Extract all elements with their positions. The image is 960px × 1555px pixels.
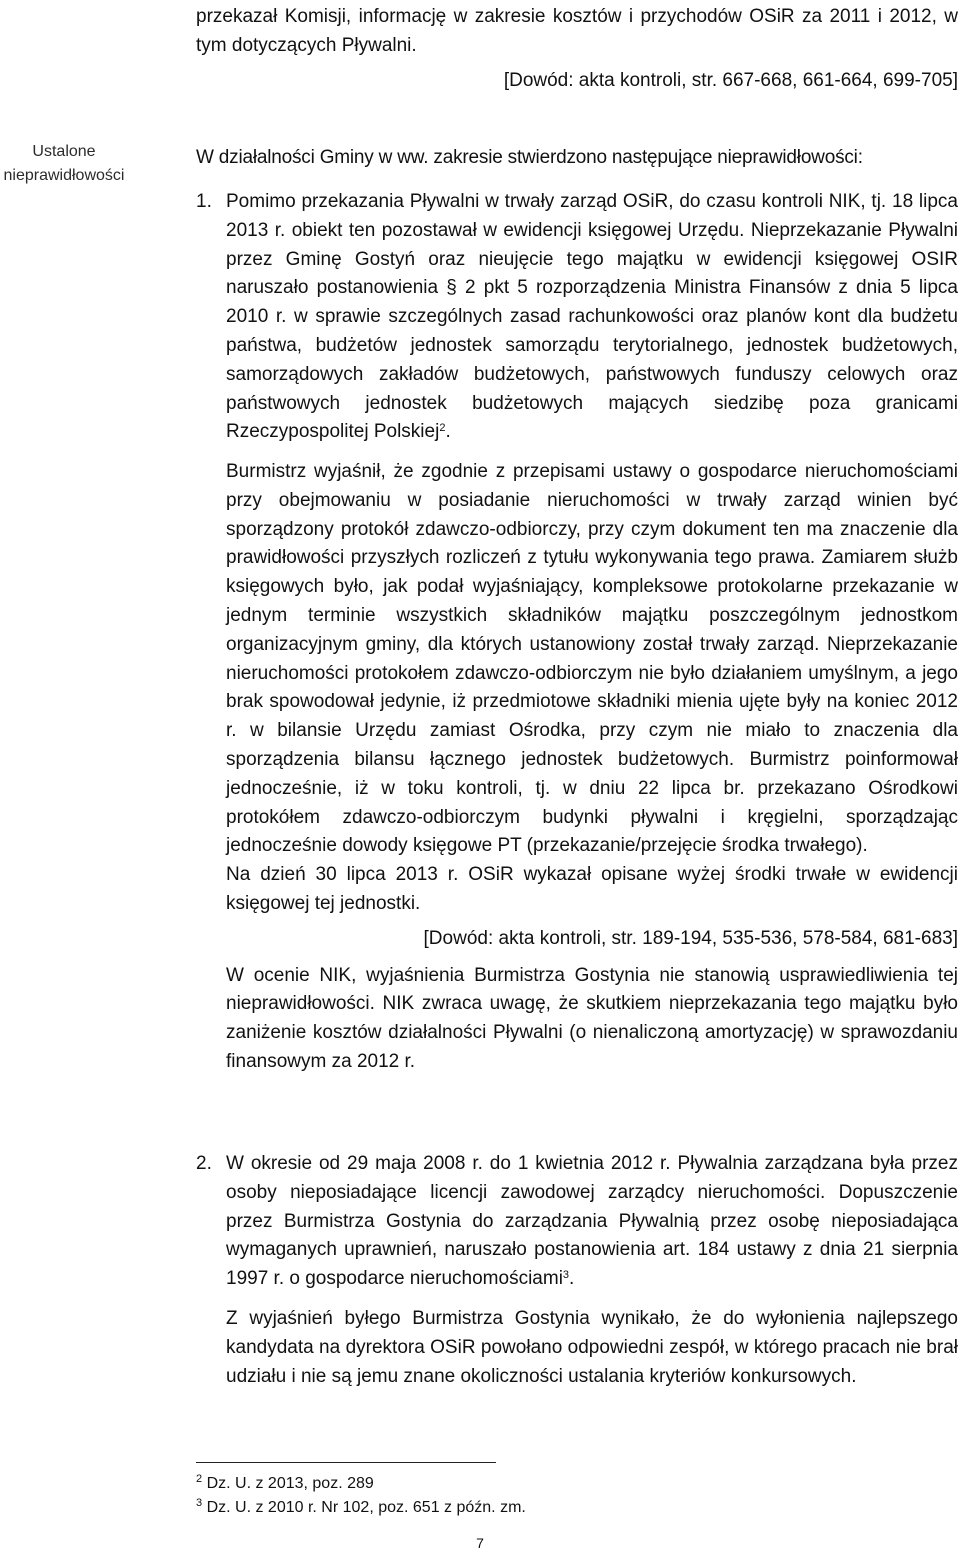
- item-2-tail: .: [569, 1268, 575, 1290]
- top-paragraph: przekazał Komisji, informację w zakresie kosztów i przychodów OSiR za 2011 i 2012, w tym dotyczących Pływalni.: [196, 6, 958, 56]
- item-1-part-b: Nieprzekazanie Pływalni przez Gminę Gostyń oraz nieujęcie tego majątku w ewidencji księgowej OSIR naruszało postanowienia § 2 pkt 5 rozporządzenia Ministra Finansów z dnia 5 lipca 2010 r. w sprawie szczególnych zasad rachunkowości oraz planów kont dla budżetu państwa, budżetów jednostek samorządu terytorialnego, jednostek budżetowych, samorządowych zakładów budżetowych, państwowych funduszy celowych oraz państwowych jednostek budżetowych mających siedzibę poza granicami Rzeczypospolitej Polskiej: [226, 219, 958, 443]
- item-1-evidence: [Dowód: akta kontroli, str. 189-194, 535-536, 578-584, 681-683]: [423, 927, 958, 949]
- item-1: [196, 188, 958, 447]
- item-2-number: 2.: [196, 1153, 212, 1174]
- item-1-para3: Na dzień 30 lipca 2013 r. OSiR wykazał opisane wyżej środki trwałe w ewidencji księgowej tej jednostki.: [226, 864, 958, 914]
- footnote-divider: [196, 1462, 496, 1463]
- footnote-ref-3[interactable]: 3: [562, 1269, 570, 1282]
- item-2: [196, 1150, 958, 1391]
- intro-paragraph: W działalności Gminy w ww. zakresie stwierdzono następujące nieprawidłowości:: [196, 147, 863, 168]
- footnote-ref-2[interactable]: 2: [439, 422, 446, 435]
- item-1-part-a: Pomimo przekazania Pływalni w trwały zarząd OSiR, do czasu kontroli NIK, tj. 18 lipca 2013 r. obiekt ten pozostawał w ewidencji księgowej Urzędu.: [226, 191, 958, 241]
- item-1-para2: Burmistrz wyjaśnił, że zgodnie z przepisami ustawy o gospodarce nieruchomościami przy obejmowaniu w posiadanie nieruchomości w trwały zarząd winien być sporządzony protokół zdawczo-odbiorczy, przy czym dokument ten ma znaczenie dla prawidłowości przyszłych rozliczeń z tytułu wykonywania tego prawa. Zamiarem służb księgowych było, jak podał wyjaśniający, kompleksowe protokolarne przekazanie w jednym terminie wszystkich składników majątku poszczególnym jednostkom organizacyjnym gminy, dla których ustanowiony został trwały zarząd. Nieprzekazanie nieruchomości protokołem zdawczo-odbiorczym nie było działaniem umyślnym, a jego brak spowodował jedynie, iż przedmiotowe składniki mienia ujęte były na koniec 2012 r. w bilansie Urzędu zamiast Ośrodka, przy czym nie miało to znaczenia dla sporządzenia bilansu łącznego jednostek budżetowych. Burmistrz poinformował jednocześnie, iż w toku kontroli, tj. w dniu 22 lipca br. przekazano Ośrodkowi protokółem zdawczo-odbiorczym budynki pływalni i kręgielni, sporządzając jednocześnie dowody księgowe PT (przekazanie/przejęcie środka trwałego).: [226, 461, 958, 857]
- item-1-para2-wrap: [196, 458, 958, 1077]
- footnote-2-text: Dz. U. z 2013, poz. 289: [206, 1475, 374, 1492]
- item-1-number: 1.: [196, 191, 212, 212]
- item-1-para4: W ocenie NIK, wyjaśnienia Burmistrza Gostynia nie stanowią usprawiedliwienia tej nieprawidłowości. NIK zwraca uwagę, że skutkiem nieprzekazania tego majątku było zaniżenie kosztów działalności Pływalni (o nienaliczoną amortyzację) w sprawozdaniu finansowym za 2012 r.: [226, 964, 958, 1072]
- item-2-text: [226, 1150, 958, 1294]
- item-1-text: [226, 188, 958, 447]
- item-2-body: W okresie od 29 maja 2008 r. do 1 kwietnia 2012 r. Pływalnia zarządzana była przez osoby nieposiadające licencji zawodowej zarządcy nieruchomości. Dopuszczenie przez Burmistrza Gostynia do zarządzania Pływalnią przez osobę nieposiadająca wymaganych uprawnień, naruszało postanowienia art. 184 ustawy z dnia 21 sierpnia 1997 r. o gospodarce nieruchomościami: [226, 1153, 958, 1290]
- footnote-3-num: 3: [196, 1497, 203, 1509]
- item-1-tail: .: [445, 421, 451, 443]
- footnote-2-num: 2: [196, 1473, 203, 1485]
- page-number: 7: [476, 1535, 484, 1551]
- top-evidence: [Dowód: akta kontroli, str. 667-668, 661-664, 699-705]: [503, 70, 958, 91]
- footnote-2: [196, 1474, 374, 1494]
- footnote-3: [196, 1498, 526, 1518]
- item-2-para2: Z wyjaśnień byłego Burmistrza Gostynia wynikało, że do wyłonienia najlepszego kandydata na dyrektora OSiR powołano odpowiedni zespół, w którego pracach nie brał udziału i nie są jemu znane okoliczności ustalania kryteriów konkursowych.: [226, 1307, 958, 1387]
- margin-label: Ustalone nieprawidłowości: [3, 143, 125, 184]
- footnote-3-text: Dz. U. z 2010 r. Nr 102, poz. 651 z późn. zm.: [206, 1499, 526, 1516]
